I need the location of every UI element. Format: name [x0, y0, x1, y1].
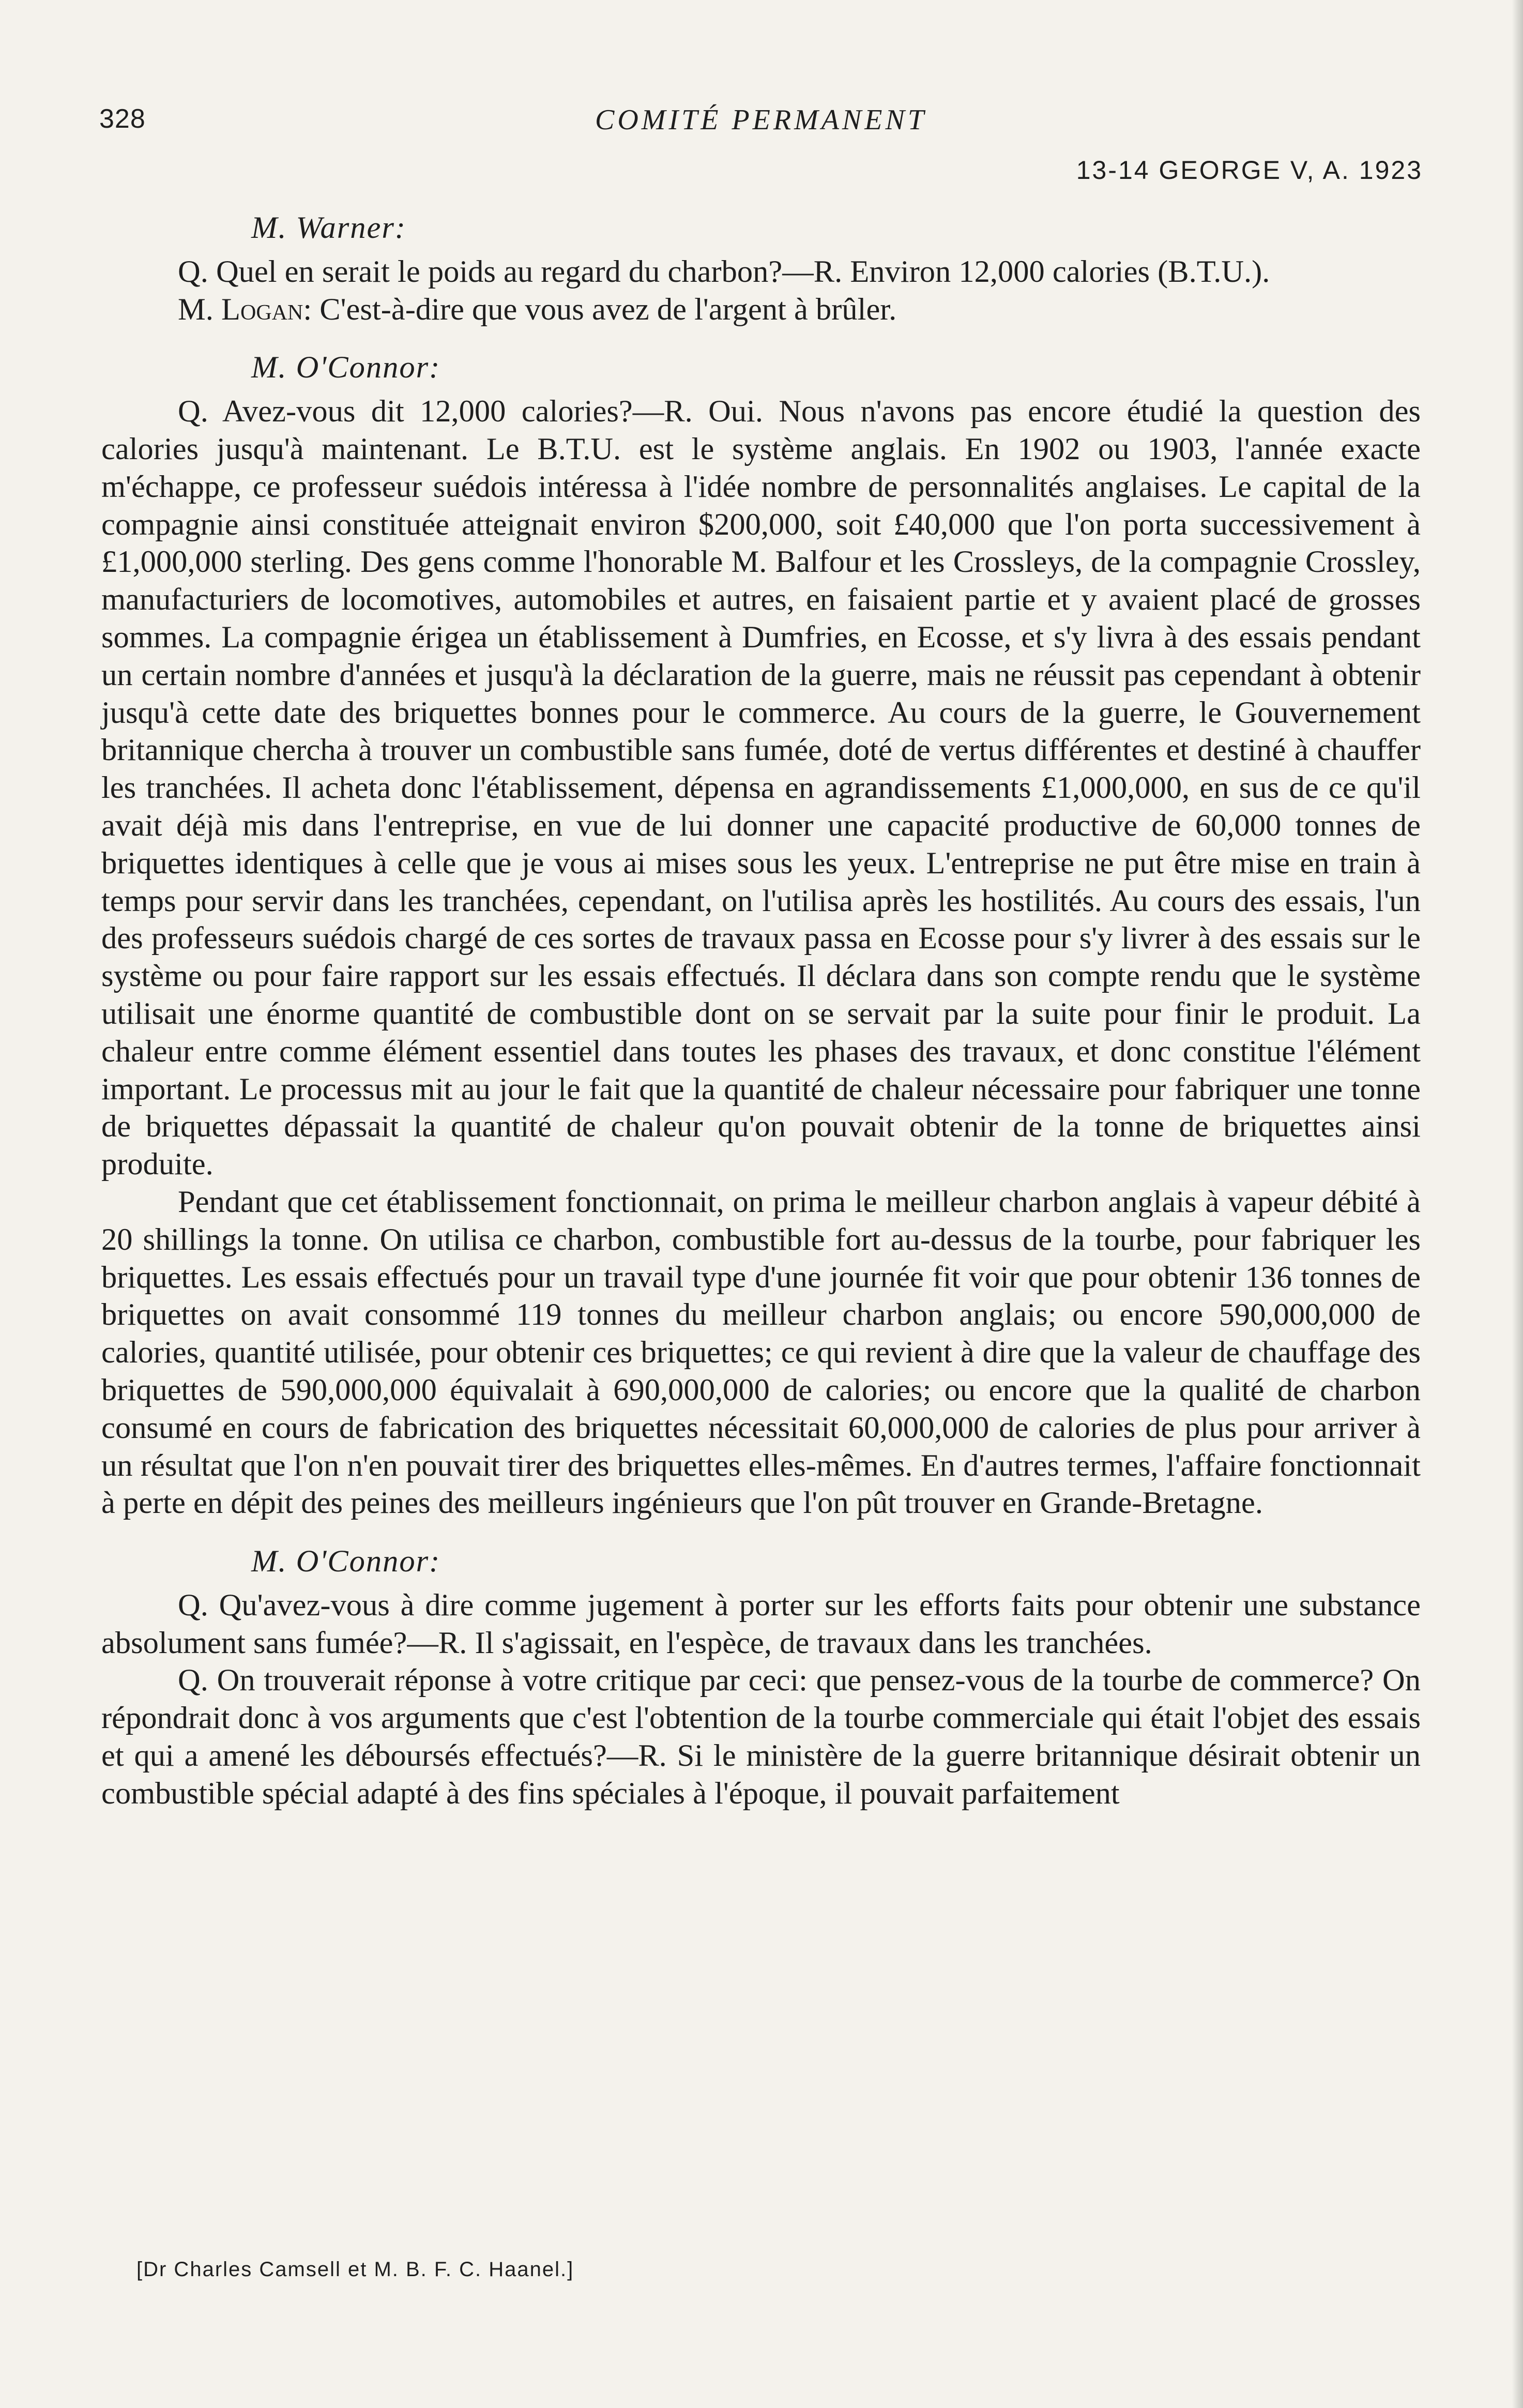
footer-note: [Dr Charles Camsell et M. B. F. C. Haanel.]: [136, 2258, 574, 2281]
page-number: 328: [99, 104, 146, 134]
session-reference: 13-14 GEORGE V, A. 1923: [1076, 156, 1423, 185]
paragraph: Pendant que cet établissement fonctionnait, on prima le meilleur charbon anglais à vapeur débité à 20 shillings la tonne. On utilisa ce charbon, combustible fort au-dessus de la tourbe, pour fabriquer les briquettes. Les essais effectués pour un travail type d'une journée fit voir que pour obtenir 136 tonnes de briquettes on avait consommé 119 tonnes du meilleur charbon anglais; ou encore 590,000,000 de calories, quantité utilisée, pour obtenir ces briquettes; ce qui revient à dire que la valeur de chauffage des briquettes de 590,000,000 équivalait à 690,000,000 de calories; ou encore que la qualité de charbon consumé en cours de fabrication des briquettes nécessitait 60,000,000 de calories de plus pour arriver à un résultat que l'on n'en pouvait tirer des briquettes elles-mêmes. En d'autres termes, l'affaire fonctionnait à perte en dépit des peines des meilleurs ingénieurs que l'on pût trouver en Grande-Bretagne.: [101, 1184, 1421, 1521]
running-title: COMITÉ PERMANENT: [595, 104, 927, 136]
speaker-name: M. Logan: [178, 292, 303, 327]
page-header: [99, 103, 1423, 185]
speaker-heading: M. O'Connor:: [251, 1544, 441, 1579]
speaker-heading: M. Warner:: [251, 210, 407, 245]
paragraph-text: : C'est-à-dire que vous avez de l'argent à brûler.: [303, 292, 897, 327]
paragraph: Q. On trouverait réponse à votre critique par ceci: que pensez-vous de la tourbe de commerce? On répondrait donc à vos arguments que c'est l'obtention de la tourbe commerciale qui était l'objet des essais et qui a amené les déboursés effectués?—R. Si le ministère de la guerre britannique désirait obtenir un combustible spécial adapté à des fins spéciales à l'époque, il pouvait parfaitement: [101, 1663, 1421, 1811]
speaker-heading: M. O'Connor:: [251, 350, 441, 385]
paragraph: Q. Avez-vous dit 12,000 calories?—R. Oui. Nous n'avons pas encore étudié la question des calories jusqu'à maintenant. Le B.T.U. est le système anglais. En 1902 ou 1903, l'année exacte m'échappe, ce professeur suédois intéressa à l'idée nombre de personnalités anglaises. Le capital de la compagnie ainsi constituée atteignait environ $200,000, soit £40,000 que l'on porta successivement à £1,000,000 sterling. Des gens comme l'honorable M. Balfour et les Crossleys, de la compagnie Crossley, manufacturiers de locomotives, automobiles et autres, en faisaient partie et y avaient placé de grosses sommes. La compagnie érigea un établissement à Dumfries, en Ecosse, et s'y livra à des essais pendant un certain nombre d'années et jusqu'à la déclaration de la guerre, mais ne réussit pas cependant à obtenir jusqu'à cette date des briquettes bonnes pour le commerce. Au cours de la guerre, le Gouvernement britannique chercha à trouver un combustible sans fumée, doté de vertus différentes et destiné à chauffer les tranchées. Il acheta donc l'établissement, dépensa en agrandissements £1,000,000, en sus de ce qu'il avait déjà mis dans l'entreprise, en vue de lui donner une capacité productive de 60,000 tonnes de briquettes identiques à celle que je vous ai mises sous les yeux. L'entreprise ne put être mise en train à temps pour servir dans les tranchées, cependant, on l'utilisa après les hostilités. Au cours des essais, l'un des professeurs suédois chargé de ces sortes de travaux passa en Ecosse pour s'y livrer à des essais sur le système ou pour faire rapport sur les essais effectués. Il déclara dans son compte rendu que le système utilisait une énorme quantité de combustible dont on se servait par la suite pour finir le produit. La chaleur entre comme élément essentiel dans toutes les phases des travaux, et donc constitue l'élément important. Le processus mit au jour le fait que la quantité de chaleur nécessaire pour fabriquer une tonne de briquettes dépassait la quantité de chaleur qu'on pouvait obtenir de la tonne de briquettes ainsi produite.: [101, 394, 1421, 1182]
paragraph: Q. Quel en serait le poids au regard du charbon?—R. Environ 12,000 calories (B.T.U.).: [178, 254, 1270, 289]
page-edge-shadow: [1512, 0, 1523, 2408]
paragraph: [101, 291, 1421, 329]
body-text: [101, 209, 1421, 1813]
paragraph: Q. Qu'avez-vous à dire comme jugement à porter sur les efforts faits pour obtenir une substance absolument sans fumée?—R. Il s'agissait, en l'espèce, de travaux dans les tranchées.: [101, 1587, 1421, 1660]
